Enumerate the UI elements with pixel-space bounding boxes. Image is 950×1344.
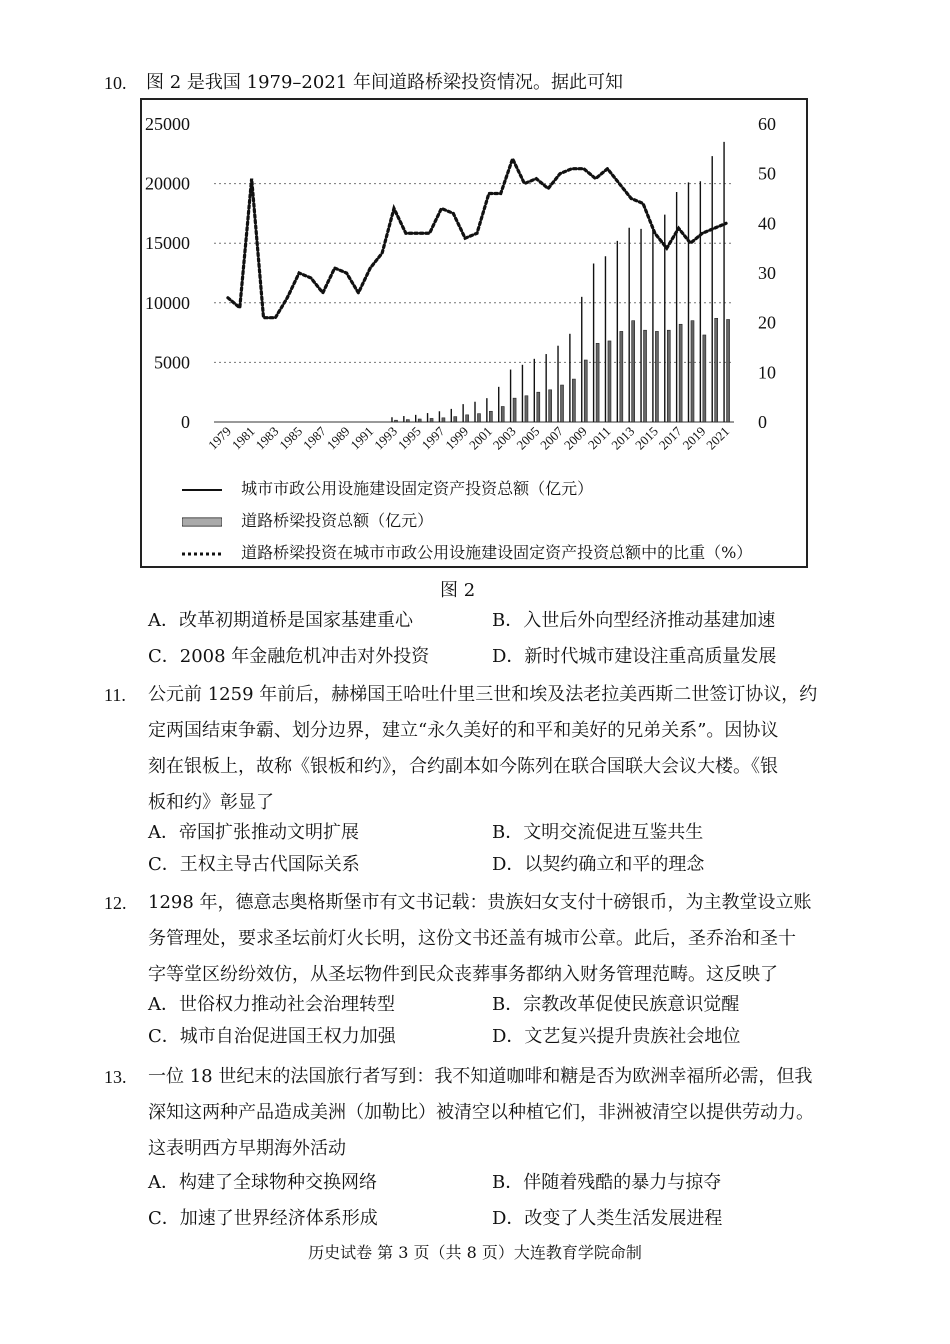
q13-stem-line-2: 深知这两种产品造成美洲（加勒比）被清空以种植它们，非洲被清空以提供劳动力。 (148, 1102, 814, 1123)
q13-number: 13. (104, 1067, 127, 1087)
legend-solid-line-icon (182, 483, 222, 497)
q10-option-b[interactable]: B．入世后外向型经济推动基建加速 (492, 610, 776, 631)
legend-item-ratio (182, 540, 752, 563)
road-bridge-bar (596, 343, 599, 422)
legend-item-road (182, 508, 433, 531)
q13-stem-line-1: 一位 18 世纪末的法国旅行者写到：我不知道咖啡和糖是否为欧洲幸福所必需，但我 (148, 1066, 813, 1087)
q11-option-c[interactable]: C．王权主导古代国际关系 (148, 854, 360, 875)
x-axis-tick-label: 1987 (299, 423, 329, 453)
left-axis-tick-label: 15000 (145, 233, 190, 254)
q13-option-b[interactable]: B．伴随着残酷的暴力与掠夺 (492, 1172, 722, 1193)
x-axis-tick-label: 1989 (323, 423, 353, 453)
road-bridge-bar (513, 398, 516, 422)
road-bridge-bar (454, 417, 457, 422)
x-axis-tick-label: 1991 (347, 423, 377, 453)
q10-option-a[interactable]: A．改革初期道桥是国家基建重心 (148, 610, 413, 631)
x-axis-tick-label: 2001 (465, 423, 495, 453)
road-bridge-bar (572, 379, 575, 422)
road-bridge-bar (478, 414, 481, 422)
figure-2-chart (140, 98, 808, 568)
x-axis-tick-label: 2013 (608, 423, 638, 453)
right-axis-tick-label: 50 (758, 163, 776, 184)
x-axis-tick-label: 2015 (632, 423, 662, 453)
q12-stem-line-1: 1298 年，德意志奥格斯堡市有文书记载：贵族妇女支付十磅银币，为主教堂设立账 (148, 892, 812, 913)
q12-option-a[interactable]: A．世俗权力推动社会治理转型 (148, 994, 395, 1015)
road-bridge-bar (466, 415, 469, 422)
left-axis-tick-label: 5000 (154, 352, 190, 373)
q10-number: 10. (104, 73, 127, 93)
road-bridge-bar (620, 331, 623, 422)
road-bridge-bar (525, 396, 528, 422)
legend-item-total (182, 476, 593, 499)
ratio-line (228, 159, 726, 318)
q11-stem-line-1: 公元前 1259 年前后，赫梯国王哈吐什里三世和埃及法老拉美西斯二世签订协议，约 (148, 684, 818, 705)
road-bridge-bar (406, 420, 409, 422)
left-axis-tick-label: 10000 (145, 292, 190, 313)
page-footer: 历史试卷 第 3 页（共 8 页）大连教育学院命制 (308, 1243, 642, 1262)
road-bridge-bar (679, 324, 682, 422)
road-bridge-bar (418, 419, 421, 422)
figure-caption: 图 2 (440, 580, 476, 601)
q12-stem-line-2: 务管理处，要求圣坛前灯火长明，这份文书还盖有城市公章。此后，圣乔治和圣十 (148, 928, 796, 949)
road-bridge-bar (727, 319, 730, 422)
left-axis-tick-label: 0 (181, 412, 190, 432)
legend-label-ratio: 道路桥梁投资在城市市政公用设施建设固定资产投资总额中的比重（%） (241, 543, 753, 562)
road-bridge-bar (501, 407, 504, 422)
q12-number: 12. (104, 893, 127, 913)
legend-label-total: 城市市政公用设施建设固定资产投资总额（亿元） (241, 479, 594, 498)
road-bridge-bar (715, 318, 718, 422)
road-bridge-bar (584, 360, 587, 422)
q12-option-d[interactable]: D．文艺复兴提升贵族社会地位 (492, 1026, 741, 1047)
q13-option-d[interactable]: D．改变了人类生活发展进程 (492, 1208, 723, 1229)
right-axis-tick-label: 60 (758, 114, 776, 134)
road-bridge-bar (655, 331, 658, 422)
right-axis-tick-label: 10 (758, 362, 776, 383)
road-bridge-bar (549, 390, 552, 422)
road-bridge-bar (489, 411, 492, 422)
x-axis-tick-label: 1995 (394, 423, 424, 453)
q11-number: 11. (104, 685, 126, 705)
road-bridge-bar (691, 321, 694, 422)
road-bridge-bar (442, 418, 445, 422)
x-axis-tick-label: 1999 (442, 423, 472, 453)
left-axis-tick-label: 20000 (145, 173, 190, 194)
q10-stem: 图 2 是我国 1979–2021 年间道路桥梁投资情况。据此可知 (146, 72, 623, 93)
road-bridge-bar (608, 341, 611, 422)
right-axis-tick-label: 0 (758, 412, 767, 432)
x-axis-tick-label: 2017 (655, 423, 685, 453)
q11-stem-line-4: 板和约》彰显了 (148, 792, 274, 813)
q12-stem-line-3: 字等堂区纷纷效仿，从圣坛物件到民众丧葬事务都纳入财务管理范畴。这反映了 (148, 964, 778, 985)
x-axis-tick-label: 2007 (537, 423, 567, 453)
road-bridge-bar (632, 321, 635, 422)
x-axis-tick-label: 2019 (679, 423, 709, 453)
x-axis-tick-label: 2005 (513, 423, 543, 453)
x-axis-tick-label: 1981 (228, 423, 258, 453)
q13-option-a[interactable]: A．构建了全球物种交换网络 (148, 1172, 377, 1193)
road-bridge-bar (644, 330, 647, 422)
legend-hatched-bar-icon (182, 515, 222, 529)
right-axis-tick-label: 40 (758, 213, 776, 234)
q13-stem-line-3: 这表明西方早期海外活动 (148, 1138, 346, 1159)
road-bridge-bar (394, 420, 397, 422)
q11-option-a[interactable]: A．帝国扩张推动文明扩展 (148, 822, 359, 843)
q11-stem-line-2: 定两国结束争霸、划分边界，建立“永久美好的和平和美好的兄弟关系”。因协议 (148, 720, 779, 741)
x-axis-tick-label: 1997 (418, 423, 448, 453)
road-bridge-bar (667, 330, 670, 422)
x-axis-tick-label: 2011 (584, 423, 614, 453)
right-axis-tick-label: 20 (758, 312, 776, 333)
x-axis-tick-label: 2021 (703, 423, 733, 453)
x-axis-tick-label: 1983 (252, 423, 282, 453)
legend-dotted-line-icon (182, 547, 222, 561)
legend-label-road: 道路桥梁投资总额（亿元） (241, 511, 434, 530)
q10-option-c[interactable]: C．2008 年金融危机冲击对外投资 (148, 646, 430, 667)
x-axis-tick-label: 1985 (276, 423, 306, 453)
x-axis-tick-label: 1993 (371, 423, 401, 453)
x-axis-tick-label: 2003 (489, 423, 519, 453)
q12-option-b[interactable]: B．宗教改革促使民族意识觉醒 (492, 994, 740, 1015)
q11-option-d[interactable]: D．以契约确立和平的理念 (492, 854, 705, 875)
q12-option-c[interactable]: C．城市自治促进国王权力加强 (148, 1026, 396, 1047)
q11-option-b[interactable]: B．文明交流促进互鉴共生 (492, 822, 704, 843)
right-axis-tick-label: 30 (758, 263, 776, 283)
road-bridge-bar (537, 392, 540, 422)
road-bridge-bar (703, 335, 706, 422)
q11-stem-line-3: 刻在银板上，故称《银板和约》，合约副本如今陈列在联合国联大会议大楼。《银 (148, 756, 778, 777)
q10-option-d[interactable]: D．新时代城市建设注重高质量发展 (492, 646, 777, 667)
road-bridge-bar (561, 385, 564, 422)
x-axis-tick-label: 1979 (205, 423, 235, 453)
left-axis-tick-label: 25000 (145, 114, 190, 134)
x-axis-tick-label: 2009 (560, 423, 590, 453)
q13-option-c[interactable]: C．加速了世界经济体系形成 (148, 1208, 378, 1229)
road-bridge-bar (430, 418, 433, 422)
